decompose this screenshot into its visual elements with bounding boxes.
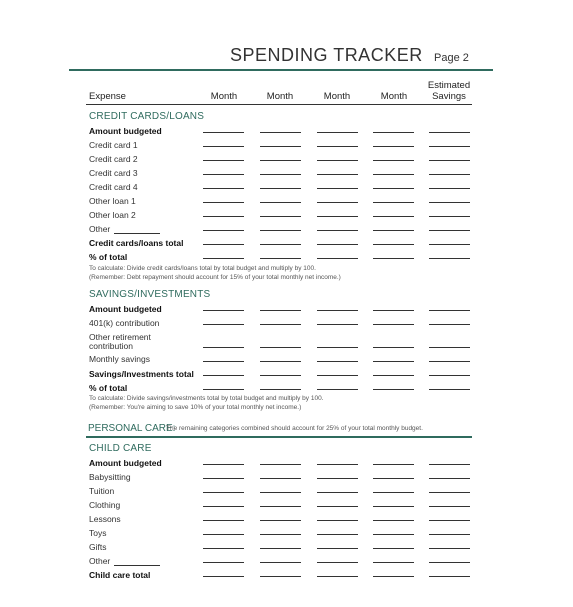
reminder-note: (Remember: You're aiming to save 10% of your total monthly net income.) [89,404,302,411]
entry-blank-col-1[interactable] [203,160,244,161]
entry-blank-col-1[interactable] [203,202,244,203]
section-title-savings: SAVINGS/INVESTMENTS [89,289,211,300]
header-divider [86,104,472,105]
entry-blank-col-1[interactable] [203,230,244,231]
entry-blank-col-2[interactable] [260,506,301,507]
entry-blank-col-4[interactable] [373,216,414,217]
entry-blank-col-1[interactable] [203,478,244,479]
section-title-credit: CREDIT CARDS/LOANS [89,111,205,122]
row-label: Gifts [89,542,107,552]
entry-blank-col-2[interactable] [260,464,301,465]
entry-blank-col-3[interactable] [317,534,358,535]
row-label: Credit cards/loans total [89,238,184,248]
entry-blank-col-2[interactable] [260,132,301,133]
entry-blank-col-4[interactable] [373,160,414,161]
entry-blank-col-4[interactable] [373,258,414,259]
entry-blank-col-2[interactable] [260,324,301,325]
column-header-month-2: Month [266,91,294,102]
entry-blank-col-2[interactable] [260,347,301,348]
entry-blank-col-3[interactable] [317,174,358,175]
entry-blank-col-5[interactable] [429,347,470,348]
row-label: Other [89,556,111,566]
entry-blank-col-4[interactable] [373,230,414,231]
entry-blank-col-4[interactable] [373,478,414,479]
entry-blank-col-4[interactable] [373,576,414,577]
entry-blank-col-3[interactable] [317,361,358,362]
entry-blank-col-1[interactable] [203,132,244,133]
entry-blank-col-5[interactable] [429,188,470,189]
row-label: Other [89,224,111,234]
entry-blank-col-3[interactable] [317,548,358,549]
row-label: Amount budgeted [89,304,162,314]
row-label: Child care total [89,570,151,580]
entry-blank-col-3[interactable] [317,492,358,493]
row-label: Tuition [89,486,115,496]
entry-blank-col-3[interactable] [317,146,358,147]
row-label: Other retirement [89,332,151,342]
personal-care-banner [86,423,472,437]
entry-blank-col-1[interactable] [203,506,244,507]
entry-blank-col-4[interactable] [373,146,414,147]
entry-blank-col-4[interactable] [373,520,414,521]
row-label: Other loan 1 [89,196,136,206]
column-header-estimated: Estimated [427,80,471,91]
entry-blank-col-4[interactable] [373,202,414,203]
entry-blank-col-3[interactable] [317,310,358,311]
entry-blank-col-1[interactable] [203,375,244,376]
entry-blank-col-3[interactable] [317,562,358,563]
entry-blank-col-2[interactable] [260,146,301,147]
entry-blank-col-5[interactable] [429,258,470,259]
entry-blank-col-3[interactable] [317,389,358,390]
entry-blank-col-5[interactable] [429,562,470,563]
row-label: % of total [89,252,128,262]
entry-blank-col-4[interactable] [373,562,414,563]
entry-blank-col-5[interactable] [429,230,470,231]
entry-blank-col-2[interactable] [260,230,301,231]
entry-blank-col-5[interactable] [429,361,470,362]
page-number: Page 2 [434,52,469,64]
entry-blank-col-5[interactable] [429,324,470,325]
entry-blank-col-5[interactable] [429,375,470,376]
entry-blank-col-3[interactable] [317,216,358,217]
entry-blank-col-5[interactable] [429,174,470,175]
entry-blank-col-5[interactable] [429,244,470,245]
entry-blank-col-4[interactable] [373,548,414,549]
column-header-month-4: Month [380,91,408,102]
column-header-month-1: Month [210,91,238,102]
entry-blank-col-5[interactable] [429,389,470,390]
entry-blank-col-2[interactable] [260,576,301,577]
entry-blank-col-3[interactable] [317,506,358,507]
title-divider [69,69,493,71]
personal-care-divider [86,436,472,438]
entry-blank-col-2[interactable] [260,216,301,217]
row-label: Credit card 2 [89,154,138,164]
row-label: Toys [89,528,107,538]
entry-blank-col-3[interactable] [317,244,358,245]
row-label: Amount budgeted [89,458,162,468]
entry-blank-col-2[interactable] [260,244,301,245]
row-label: Babysitting [89,472,131,482]
row-label: Credit card 1 [89,140,138,150]
entry-blank-col-1[interactable] [203,562,244,563]
entry-blank-col-1[interactable] [203,576,244,577]
row-label: Credit card 4 [89,182,138,192]
page-title: SPENDING TRACKER [230,45,423,65]
entry-blank-col-4[interactable] [373,324,414,325]
row-label: Credit card 3 [89,168,138,178]
section-title-child-care: CHILD CARE [89,443,152,454]
entry-blank-col-1[interactable] [203,310,244,311]
entry-blank-col-5[interactable] [429,146,470,147]
entry-blank-col-1[interactable] [203,258,244,259]
entry-blank-col-5[interactable] [429,506,470,507]
row-label: 401(k) contribution [89,318,160,328]
entry-blank-col-3[interactable] [317,132,358,133]
entry-blank-col-3[interactable] [317,202,358,203]
entry-blank-col-4[interactable] [373,375,414,376]
row-label: % of total [89,383,128,393]
entry-blank-col-3[interactable] [317,258,358,259]
row-label: Clothing [89,500,121,510]
entry-blank-col-5[interactable] [429,464,470,465]
reminder-note: (Remember: Debt repayment should account for 15% of your total monthly net income.) [89,274,341,281]
entry-blank-col-2[interactable] [260,361,301,362]
entry-blank-col-2[interactable] [260,478,301,479]
entry-blank-col-3[interactable] [317,324,358,325]
entry-blank-col-5[interactable] [429,202,470,203]
entry-blank-col-1[interactable] [203,389,244,390]
entry-blank-col-3[interactable] [317,230,358,231]
entry-blank-col-1[interactable] [203,324,244,325]
entry-blank-col-3[interactable] [317,347,358,348]
entry-blank-col-2[interactable] [260,548,301,549]
section-title-personal-care: PERSONAL CARE: [88,423,176,434]
entry-blank-col-1[interactable] [203,361,244,362]
entry-blank-col-5[interactable] [429,548,470,549]
other-name-blank[interactable] [114,233,160,234]
entry-blank-col-2[interactable] [260,202,301,203]
entry-blank-col-4[interactable] [373,464,414,465]
entry-blank-col-5[interactable] [429,216,470,217]
entry-blank-col-5[interactable] [429,492,470,493]
row-label: Savings/Investments total [89,369,194,379]
row-label: Monthly savings [89,354,150,364]
entry-blank-col-1[interactable] [203,548,244,549]
personal-care-note: The remaining categories combined should account for 25% of your total monthly budget. [166,425,423,432]
row-label: Lessons [89,514,121,524]
entry-blank-col-4[interactable] [373,188,414,189]
entry-blank-col-2[interactable] [260,375,301,376]
entry-blank-col-4[interactable] [373,310,414,311]
entry-blank-col-4[interactable] [373,361,414,362]
entry-blank-col-5[interactable] [429,576,470,577]
entry-blank-col-2[interactable] [260,174,301,175]
entry-blank-col-4[interactable] [373,506,414,507]
calculation-note: To calculate: Divide credit cards/loans total by total budget and multiply by 100. [89,265,316,272]
entry-blank-col-4[interactable] [373,492,414,493]
entry-blank-col-1[interactable] [203,534,244,535]
entry-blank-col-1[interactable] [203,216,244,217]
entry-blank-col-2[interactable] [260,520,301,521]
entry-blank-col-3[interactable] [317,375,358,376]
entry-blank-col-4[interactable] [373,347,414,348]
column-header-expense: Expense [89,91,126,102]
row-label: Other loan 2 [89,210,136,220]
entry-blank-col-2[interactable] [260,258,301,259]
entry-blank-col-2[interactable] [260,492,301,493]
entry-blank-col-5[interactable] [429,132,470,133]
entry-blank-col-1[interactable] [203,244,244,245]
column-header-month-3: Month [323,91,351,102]
entry-blank-col-4[interactable] [373,244,414,245]
entry-blank-col-1[interactable] [203,464,244,465]
row-label: Amount budgeted [89,126,162,136]
entry-blank-col-3[interactable] [317,160,358,161]
entry-blank-col-3[interactable] [317,576,358,577]
entry-blank-col-2[interactable] [260,188,301,189]
row-label: contribution [89,341,133,351]
entry-blank-col-4[interactable] [373,534,414,535]
entry-blank-col-3[interactable] [317,188,358,189]
entry-blank-col-1[interactable] [203,347,244,348]
entry-blank-col-2[interactable] [260,562,301,563]
column-header-savings: Savings [432,91,466,102]
entry-blank-col-1[interactable] [203,146,244,147]
entry-blank-col-3[interactable] [317,478,358,479]
entry-blank-col-5[interactable] [429,520,470,521]
entry-blank-col-5[interactable] [429,534,470,535]
entry-blank-col-3[interactable] [317,464,358,465]
entry-blank-col-5[interactable] [429,160,470,161]
entry-blank-col-2[interactable] [260,310,301,311]
entry-blank-col-4[interactable] [373,132,414,133]
entry-blank-col-4[interactable] [373,174,414,175]
entry-blank-col-1[interactable] [203,492,244,493]
entry-blank-col-1[interactable] [203,174,244,175]
entry-blank-col-1[interactable] [203,188,244,189]
calculation-note: To calculate: Divide savings/investments total by total budget and multiply by 100. [89,395,324,402]
entry-blank-col-2[interactable] [260,389,301,390]
entry-blank-col-2[interactable] [260,534,301,535]
entry-blank-col-5[interactable] [429,310,470,311]
entry-blank-col-1[interactable] [203,520,244,521]
entry-blank-col-5[interactable] [429,478,470,479]
entry-blank-col-4[interactable] [373,389,414,390]
entry-blank-col-3[interactable] [317,520,358,521]
entry-blank-col-2[interactable] [260,160,301,161]
other-name-blank[interactable] [114,565,160,566]
